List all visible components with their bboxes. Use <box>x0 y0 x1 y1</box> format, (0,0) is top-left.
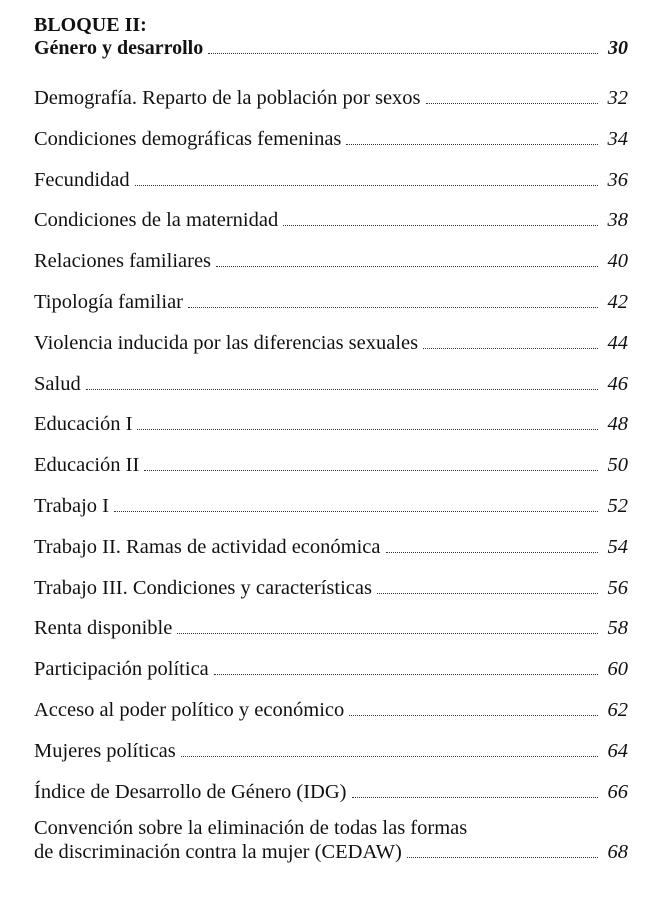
entry-label: Trabajo II. Ramas de actividad económica <box>34 535 381 558</box>
entry-page-number: 68 <box>607 840 628 863</box>
leader-dots <box>144 470 598 471</box>
leader-dots <box>426 103 598 104</box>
toc-entry-cedaw <box>34 816 628 864</box>
toc-entry <box>34 168 628 192</box>
entry-page-number: 32 <box>607 87 628 109</box>
entry-page-number: 46 <box>607 372 628 395</box>
entry-label: Renta disponible <box>34 617 173 640</box>
entry-page-number: 38 <box>607 209 628 232</box>
entry-page-number: 56 <box>607 576 628 599</box>
entry-label: Mujeres políticas <box>34 739 176 762</box>
entry-label: Relaciones familiares <box>34 250 212 273</box>
toc-entry <box>34 453 628 477</box>
leader-dots <box>407 857 598 858</box>
toc-entry <box>34 739 628 763</box>
entry-label: Educación I <box>34 413 133 436</box>
leader-dots <box>181 756 598 757</box>
leader-dots <box>423 348 598 349</box>
entry-label: Participación política <box>34 658 209 681</box>
toc-list <box>34 86 628 804</box>
entry-label: Trabajo I <box>34 494 109 517</box>
entry-page-number: 40 <box>607 250 628 273</box>
entry-page-number: 60 <box>607 658 628 681</box>
toc-entry <box>34 86 628 110</box>
block-page-number: 30 <box>608 37 628 59</box>
toc-entry <box>34 780 628 804</box>
table-of-contents <box>34 14 628 864</box>
entry-label: Salud <box>34 372 81 395</box>
leader-dots <box>283 225 598 226</box>
entry-label: Trabajo III. Condiciones y características <box>34 576 372 599</box>
entry-label: Índice de Desarrollo de Género (IDG) <box>34 780 347 803</box>
entry-label-line2: de discriminación contra la mujer (CEDAW) <box>34 840 402 863</box>
leader-dots <box>208 53 598 54</box>
entry-page-number: 54 <box>607 535 628 558</box>
entry-label: Condiciones demográficas femeninas <box>34 127 342 150</box>
toc-entry <box>34 494 628 518</box>
leader-dots <box>386 552 599 553</box>
entry-page-number: 64 <box>607 739 628 762</box>
entry-label: Violencia inducida por las diferencias sexuales <box>34 331 419 354</box>
leader-dots <box>137 429 598 430</box>
toc-entry <box>34 249 628 273</box>
leader-dots <box>114 511 598 512</box>
toc-entry <box>34 127 628 151</box>
leader-dots <box>188 307 598 308</box>
leader-dots <box>377 593 598 594</box>
toc-entry <box>34 535 628 559</box>
entry-page-number: 34 <box>607 127 628 150</box>
entry-label: Tipología familiar <box>34 290 183 313</box>
entry-page-number: 48 <box>607 413 628 436</box>
entry-page-number: 44 <box>607 331 628 354</box>
entry-page-number: 50 <box>607 454 628 477</box>
block-title: Género y desarrollo <box>34 37 204 59</box>
entry-label: Fecundidad <box>34 168 130 191</box>
block-title-entry <box>34 37 628 60</box>
entry-page-number: 62 <box>607 698 628 721</box>
toc-entry <box>34 412 628 436</box>
entry-page-number: 66 <box>607 780 628 803</box>
entry-page-number: 36 <box>607 168 628 191</box>
entry-page-number: 42 <box>607 290 628 313</box>
leader-dots <box>349 715 598 716</box>
leader-dots <box>86 389 598 390</box>
leader-dots <box>216 266 598 267</box>
toc-entry <box>34 331 628 355</box>
entry-page-number: 58 <box>607 617 628 640</box>
toc-entry <box>34 698 628 722</box>
toc-entry <box>34 576 628 600</box>
toc-entry <box>34 372 628 396</box>
leader-dots <box>177 633 598 634</box>
leader-dots <box>214 674 598 675</box>
toc-entry <box>34 616 628 640</box>
leader-dots <box>352 797 599 798</box>
entry-page-number: 52 <box>607 494 628 517</box>
leader-dots <box>346 144 598 145</box>
entry-label-line1: Convención sobre la eliminación de todas las formas <box>34 816 468 839</box>
toc-entry <box>34 657 628 681</box>
entry-label: Condiciones de la maternidad <box>34 209 279 232</box>
block-heading: BLOQUE II: <box>34 14 147 36</box>
entry-label: Acceso al poder político y económico <box>34 698 345 721</box>
entry-label: Demografía. Reparto de la población por sexos <box>34 87 421 109</box>
leader-dots <box>135 185 598 186</box>
toc-entry <box>34 290 628 314</box>
toc-entry <box>34 208 628 232</box>
entry-label: Educación II <box>34 454 140 477</box>
